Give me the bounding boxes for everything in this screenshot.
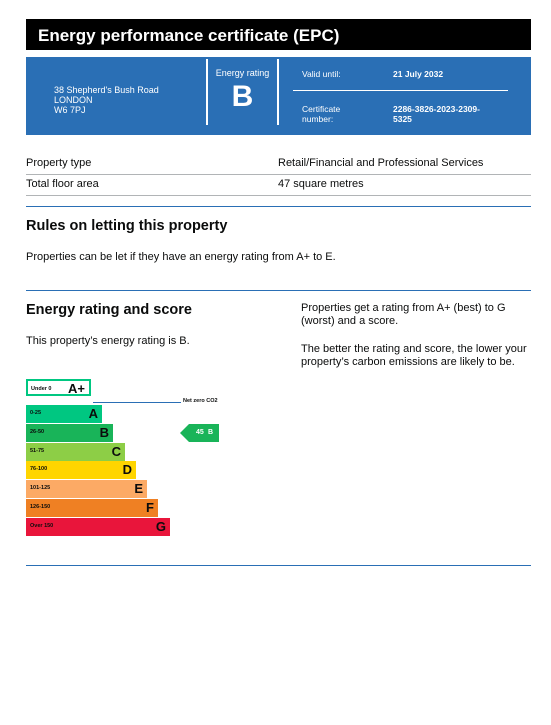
floor-area-row [26,174,531,196]
divider [206,59,208,125]
explanation-line: The better the rating and score, the lower your [301,343,527,355]
certificate-label-line: number: [302,114,334,124]
energy-rating-value: B [231,80,254,113]
scale-band [26,480,147,498]
section-divider [26,290,531,291]
current-score: 45 [196,429,204,436]
scale-band-range: 51-75 [30,447,45,454]
property-type-value: Retail/Financial and Professional Services [278,157,484,169]
scale-band-range: 101-125 [30,485,51,492]
scale-band-range: Over 150 [30,522,54,529]
scale-band-letter: G [155,518,166,534]
explanation-line: Properties get a rating from A+ (best) to G [301,302,506,314]
letting-heading: Rules on letting this property [26,218,228,234]
certificate-number-line: 2286-3826-2023-2309- [393,104,480,114]
scale-band-range: 126-150 [30,504,51,510]
scale-band-range: 26-50 [30,428,45,435]
current-letter: B [208,429,214,436]
scale-band-range: 0-25 [30,410,42,416]
rating-explanation [301,343,527,369]
scale-band [26,443,125,461]
floor-area-label: Total floor area [26,178,99,190]
certificate-number-value [393,104,480,124]
certificate-summary [26,57,531,135]
current-rating-marker [180,424,219,442]
certificate-number-label [302,104,340,124]
scale-band-a-plus [26,379,91,396]
net-zero-line [93,402,181,403]
scale-band [26,499,158,517]
explanation-line: property’s carbon emissions are likely to be. [301,356,515,368]
address-line: 38 Shepherd's Bush Road [54,85,159,95]
scale-band [26,405,102,423]
score-heading: Energy rating and score [26,302,192,318]
scale-band-letter: E [134,481,143,497]
property-type-row [26,153,531,175]
letting-text: Properties can be let if they have an energy rating from A+ to E. [26,251,336,263]
net-zero-label: Net zero CO2 [183,398,218,404]
scale-band [26,424,113,442]
scale-band-letter: F [146,500,154,515]
address-line: W6 7PJ [54,105,86,115]
divider [293,90,508,91]
section-divider [26,206,531,207]
scale-band-letter: D [122,462,132,478]
address [54,85,159,115]
certificate-number-line: 5325 [393,114,412,124]
divider [277,59,279,125]
page-title: Energy performance certificate (EPC) [26,19,531,50]
explanation-line: (worst) and a score. [301,315,399,327]
rating-explanation [301,302,506,328]
scale-band-range: Under 0 [31,386,52,392]
scale-band-letter: A+ [68,381,85,396]
score-text: This property’s energy rating is B. [26,335,190,347]
scale-band-letter: B [99,424,109,440]
scale-band-letter: A [88,406,98,421]
scale-band [26,461,136,479]
energy-rating-label: Energy rating [215,68,270,78]
certificate-label-line: Certificate [302,104,341,114]
section-divider [26,565,531,566]
valid-until-label: Valid until: [302,69,341,79]
scale-band-range: 76-100 [30,466,48,473]
floor-area-value: 47 square metres [278,178,364,190]
valid-until-value: 21 July 2032 [393,69,444,79]
property-type-label: Property type [26,157,92,169]
scale-band [26,518,170,536]
address-line: LONDON [54,95,93,105]
scale-band-letter: C [111,443,121,459]
